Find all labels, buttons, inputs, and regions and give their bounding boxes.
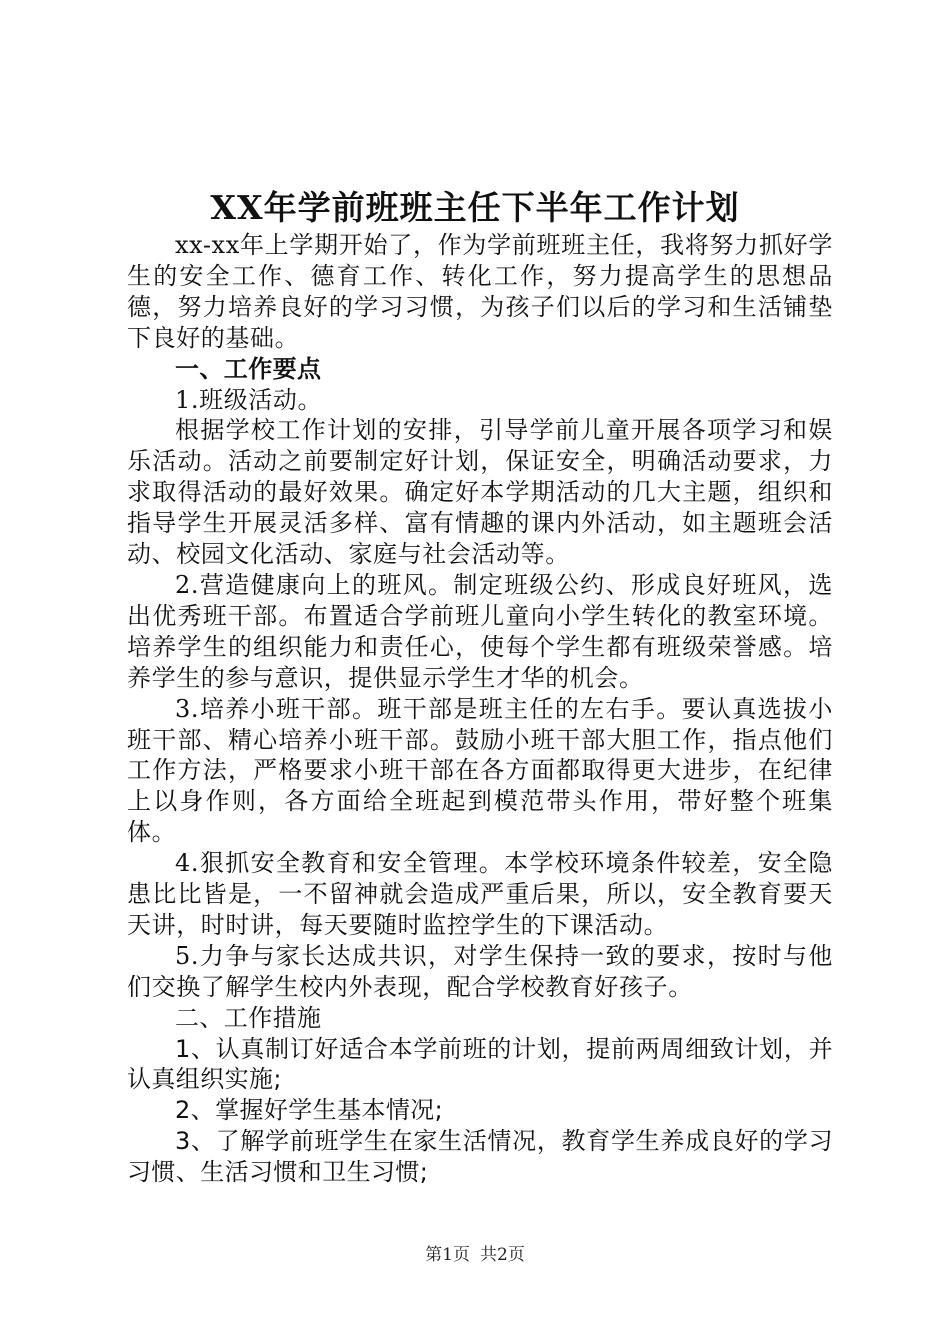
paragraph-parents: 5.力争与家长达成共识，对学生保持一致的要求，按时与他们交换了解学生校内外表现，配合学校教育好孩子。 bbox=[127, 941, 833, 1001]
document-title: XX年学前班班主任下半年工作计划 bbox=[210, 188, 740, 227]
section-heading-work-measures: 二、工作措施 bbox=[175, 1003, 322, 1032]
page-footer bbox=[0, 1243, 950, 1267]
intro-paragraph: xx-xx年上学期开始了，作为学前班班主任，我将努力抓好学生的安全工作、德育工作、转化工作，努力提高学生的思想品德，努力培养良好的学习习惯，为孩子们以后的学习和生活铺垫下良好的基础。 bbox=[127, 231, 833, 352]
paragraph-class-cadres: 3.培养小班干部。班干部是班主任的左右手。要认真选拔小班干部、精心培养小班干部。鼓励小班干部大胆工作，指点他们工作方法，严格要求小班干部在各方面都取得更大进步，在纪律上以身作则，各方面给全班起到模范带头作用，带好整个班集体。 bbox=[127, 694, 833, 847]
measure-item-1: 1、认真制订好适合本学前班的计划，提前两周细致计划，并认真组织实施; bbox=[127, 1034, 833, 1094]
page-number: 第1页 bbox=[425, 1245, 470, 1265]
paragraph-class-spirit: 2.营造健康向上的班风。制定班级公约、形成良好班风，选出优秀班干部。布置适合学前班儿童向小学生转化的教室环境。培养学生的组织能力和责任心，使每个学生都有班级荣誉感。培养学生的参与意识，提供显示学生才华的机会。 bbox=[127, 570, 833, 692]
section-heading-work-points: 一、工作要点 bbox=[175, 354, 322, 383]
page-total: 共2页 bbox=[480, 1245, 525, 1265]
paragraph-class-activities: 根据学校工作计划的安排，引导学前儿童开展各项学习和娱乐活动。活动之前要制定好计划，保证安全，明确活动要求，力求取得活动的最好效果。确定好本学期活动的几大主题，组织和指导学生开展灵活多样、富有情趣的课内外活动，如主题班会活动、校园文化活动、家庭与社会活动等。 bbox=[127, 416, 833, 569]
subheading-class-activities: 1.班级活动。 bbox=[175, 385, 323, 414]
document-body bbox=[127, 230, 833, 1188]
measure-item-3: 3、了解学前班学生在家生活情况，教育学生养成良好的学习习惯、生活习惯和卫生习惯; bbox=[127, 1127, 833, 1187]
measure-item-2: 2、掌握好学生基本情况; bbox=[175, 1096, 444, 1125]
paragraph-safety: 4.狠抓安全教育和安全管理。本学校环境条件较差，安全隐患比比皆是，一不留神就会造成严重后果，所以，安全教育要天天讲，时时讲，每天要随时监控学生的下课活动。 bbox=[127, 849, 833, 939]
